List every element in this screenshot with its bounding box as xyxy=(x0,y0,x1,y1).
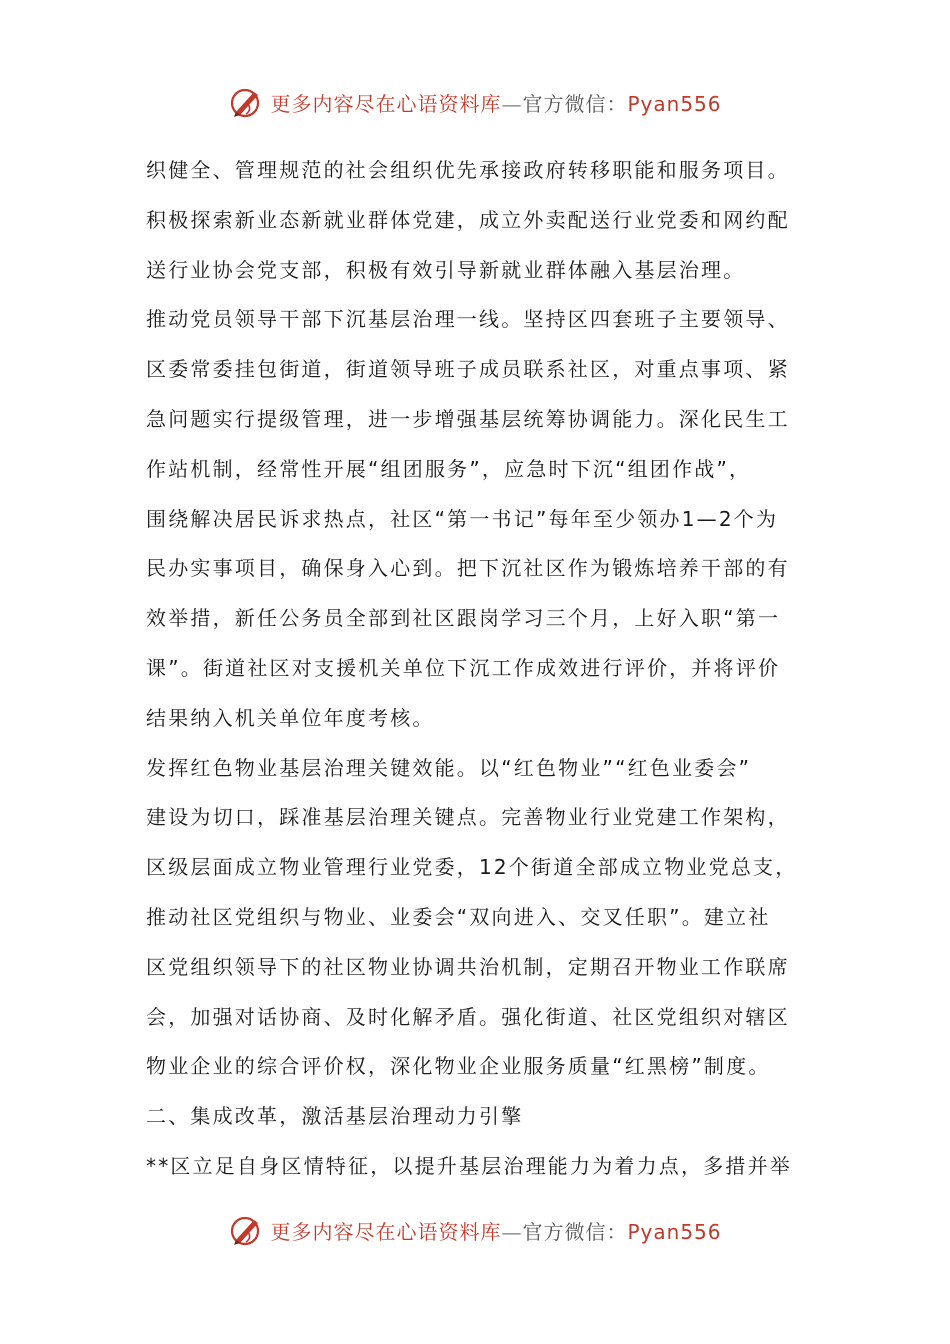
body-text-line: 发挥红色物业基层治理关键效能。以“红色物业”“红色业委会” xyxy=(146,755,752,780)
footer-official-label: 官方微信： xyxy=(522,1219,628,1244)
footer-watermark-text xyxy=(270,1216,721,1245)
header-watermark xyxy=(0,82,950,122)
body-text-line: 急问题实行提级管理，进一步增强基层统筹协调能力。深化民生工 xyxy=(146,406,790,431)
body-text-line: 效举措，新任公务员全部到社区跟岗学习三个月，上好入职“第一 xyxy=(146,606,781,631)
body-text-line: 作站机制，经常性开展“组团服务”，应急时下沉“组团作战”， xyxy=(146,456,752,481)
footer-dash: — xyxy=(501,1219,523,1244)
body-text-line: 区党组织领导下的社区物业协调共治机制，定期召开物业工作联席 xyxy=(146,954,790,979)
document-body xyxy=(146,146,806,1192)
body-text-line: 会，加强对话协商、及时化解矛盾。强化街道、社区党组织对辖区 xyxy=(146,1004,790,1029)
body-text-line: 推动党员领导干部下沉基层治理一线。坚持区四套班子主要领导、 xyxy=(146,307,790,332)
body-text-line: 结果纳入机关单位年度考核。 xyxy=(146,705,435,730)
body-text-line: 建设为切口，踩准基层治理关键点。完善物业行业党建工作架构， xyxy=(146,805,790,830)
body-text-line: **区立足自身区情特征，以提升基层治理能力为着力点，多措并举 xyxy=(146,1153,792,1178)
header-dash: — xyxy=(501,91,523,116)
body-text-line: 区级层面成立物业管理行业党委，12个街道全部成立物业党总支， xyxy=(146,855,798,880)
body-text-line: 二、集成改革，激活基层治理动力引擎 xyxy=(146,1104,524,1129)
body-text-line: 课”。街道社区对支援机关单位下沉工作成效进行评价，并将评价 xyxy=(146,655,781,680)
header-official-label: 官方微信： xyxy=(522,91,628,116)
body-text-line: 推动社区党组织与物业、业委会“双向进入、交叉任职”。建立社 xyxy=(146,904,771,929)
body-text-line: 积极探索新业态新就业群体党建，成立外卖配送行业党委和网约配 xyxy=(146,207,790,232)
body-text-line: 物业企业的综合评价权，深化物业企业服务质量“红黑榜”制度。 xyxy=(146,1054,771,1079)
pen-logo-icon xyxy=(228,1212,264,1248)
header-wechat-id: Pyan556 xyxy=(627,91,722,116)
body-text-line: 围绕解决居民诉求热点，社区“第一书记”每年至少领办1—2个为 xyxy=(146,506,779,531)
body-text-line: 区委常委挂包街道，街道领导班子成员联系社区，对重点事项、紧 xyxy=(146,357,790,382)
header-watermark-text xyxy=(270,88,721,117)
footer-brand: 更多内容尽在心语资料库 xyxy=(270,1219,502,1244)
footer-wechat-id: Pyan556 xyxy=(627,1219,722,1244)
header-brand: 更多内容尽在心语资料库 xyxy=(270,91,502,116)
pen-logo-icon xyxy=(228,84,264,120)
body-text-line: 民办实事项目，确保身入心到。把下沉社区作为锻炼培养干部的有 xyxy=(146,556,790,581)
body-text-line: 送行业协会党支部，积极有效引导新就业群体融入基层治理。 xyxy=(146,257,746,282)
body-text-line: 织健全、管理规范的社会组织优先承接政府转移职能和服务项目。 xyxy=(146,158,790,182)
footer-watermark xyxy=(0,1210,950,1250)
